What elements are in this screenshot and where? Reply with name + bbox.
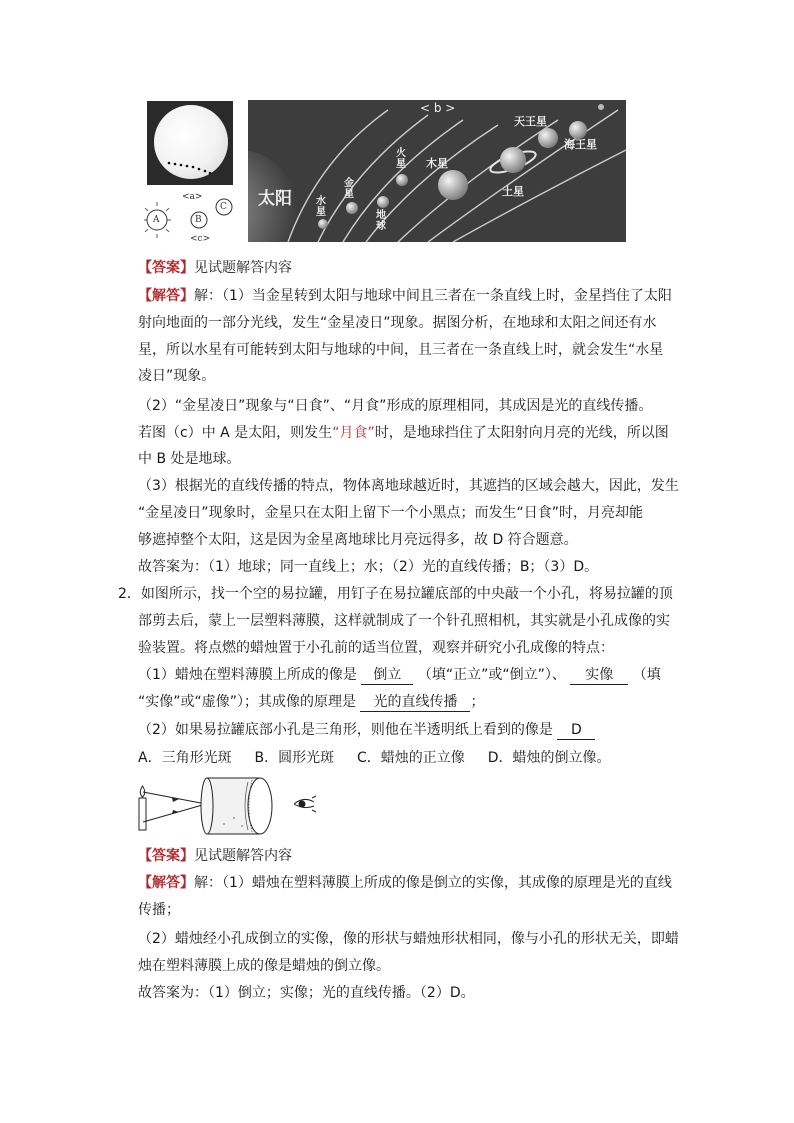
eclipse-diagram: [144, 190, 240, 246]
blank-orientation: 倒立: [361, 667, 413, 685]
q2-p1-text-c: （填: [632, 667, 661, 683]
panel-b-label: < b >: [420, 101, 456, 115]
option-d: D．蜡烛的倒立像。: [487, 750, 611, 766]
q1-solution-tag: 【解答】: [138, 288, 194, 304]
q2-answer-text: 见试题解答内容: [194, 848, 292, 864]
pinhole-camera-drawing: [134, 774, 324, 840]
label-c: C: [220, 202, 227, 212]
q2-sol-line-2: 传播；: [138, 902, 180, 918]
q2-answer-tag: 【答案】: [138, 848, 194, 864]
q2-solution-tag: 【解答】: [138, 875, 194, 891]
option-b: B．圆形光斑: [254, 750, 335, 766]
mars-label: 火星: [396, 148, 406, 170]
q2-stem-line-2: 部剪去后，蒙上一层塑料薄膜，这样就制成了一个针孔照相机，其实就是小孔成像的实: [138, 613, 670, 629]
plastic-film: [248, 778, 272, 834]
q2-sol-line-4: 烛在塑料薄膜上成的像是蜡烛的倒立像。: [138, 958, 390, 974]
neptune-label: 海王星: [564, 138, 597, 151]
q1-sol-line-6: [138, 423, 669, 443]
venus-label: 金星: [344, 178, 354, 200]
candle-icon: [139, 798, 146, 830]
q1-sol-line-6-red: “月食”: [332, 425, 375, 441]
blank-answer-d: D: [557, 722, 595, 740]
q1-solution-line-1: [138, 286, 672, 306]
eye-icon: [294, 796, 316, 812]
q1-answer-text: 见试题解答内容: [194, 260, 292, 276]
option-a: A．三角形光斑: [138, 750, 232, 766]
q1-sol-line-4: 凌日”现象。: [138, 368, 216, 384]
q1-sol-line-5: （2）“金星凌日”现象与“日食”、“月食”形成的原理相同，其成因是光的直线传播。: [138, 398, 653, 414]
q2-part1-line-2: [138, 692, 484, 712]
q1-sol-line-10: 够遮掉整个太阳，这是因为金星离地球比月亮远得多，故 D 符合题意。: [138, 532, 578, 548]
q2-solution-line-1: [138, 873, 672, 893]
sun-label: 太阳: [258, 189, 292, 209]
q1-sol-line-6-pre: 若图（c）中 A 是太阳，则发生: [138, 425, 333, 441]
q1-sol-line-7: 中 B 处是地球。: [138, 451, 241, 467]
label-a: A: [153, 215, 160, 225]
q2-options: [138, 748, 610, 768]
q2-part1-line-1: [138, 665, 661, 685]
q2-part2-line: [138, 720, 595, 740]
q2-p1-text-e: ；: [470, 694, 485, 710]
q2-number: 2．: [118, 586, 141, 602]
option-c: C．蜡烛的正立像: [357, 750, 465, 766]
can-bottom: [201, 778, 213, 834]
jupiter-label: 木星: [426, 157, 448, 170]
q2-sol-line-3: （2）蜡烛经小孔成倒立的实像，像的形状与蜡烛形状相同，像与小孔的形状无关，即蜡: [138, 931, 679, 947]
mercury-label: 水星: [316, 196, 326, 218]
q2-p1-text-b: （填“正立”或“倒立”）、: [417, 667, 566, 683]
transit-path: [147, 101, 233, 185]
solar-system-image: [248, 100, 626, 242]
flame-icon: [140, 786, 145, 797]
blank-principle: 光的直线传播: [360, 694, 470, 712]
q1-sol-line-9: “金星凌日”现象时，金星只在太阳上留下一个小黑点；而发生“日食”时，月亮却能: [138, 505, 644, 521]
q1-sol-text-1: 解：（1）当金星转到太阳与地球中间且三者在一条直线上时，金星挡住了太阳: [194, 288, 672, 304]
q1-answer-tag: 【答案】: [138, 260, 194, 276]
solar-system-drawing: [248, 100, 626, 242]
q2-p2-text: （2）如果易拉罐底部小孔是三角形，则他在半透明纸上看到的像是: [138, 722, 553, 738]
label-b: B: [195, 215, 202, 225]
q2-p1-text-a: （1）蜡烛在塑料薄膜上所成的像是: [138, 667, 357, 683]
q2-final-answer: 故答案为：（1）倒立；实像；光的直线传播。（2）D。: [138, 985, 475, 1001]
q2-answer-line: [138, 846, 292, 866]
q1-sol-line-2: 射向地面的一部分光线，发生“金星凌日”现象。据图分析，在地球和太阳之间还有水: [138, 315, 657, 331]
earth-label: 地球: [376, 210, 386, 232]
q2-sol-text-1: 解：（1）蜡烛在塑料薄膜上所成的像是倒立的实像，其成像的原理是光的直线: [194, 875, 672, 891]
blank-image-type: 实像: [570, 667, 628, 685]
saturn-label: 土星: [502, 185, 524, 198]
q2-stem-line-3: 验装置。将点燃的蜡烛置于小孔前的适当位置，观察并研究小孔成像的特点：: [138, 640, 614, 656]
q1-final-answer: 故答案为：（1）地球；同一直线上；水；（2）光的直线传播；B；（3）D。: [138, 559, 599, 575]
q2-stem-text-1: 如图所示，找一个空的易拉罐，用钉子在易拉罐底部的中央敲一个小孔，将易拉罐的顶: [140, 586, 673, 602]
pinhole-camera-figure: [134, 774, 324, 840]
q1-sol-line-6-post: 时，是地球挡住了太阳射向月亮的光线，所以图: [374, 425, 669, 441]
panel-c-label: <c>: [190, 234, 211, 244]
q2-stem-line-1: [118, 584, 673, 604]
q2-p1-text-d: “实像”或“虚像”）；其成像的原理是: [138, 694, 357, 710]
sun-transit-photo: [147, 101, 233, 185]
q1-answer-line: [138, 258, 292, 278]
panel-a-label: <a>: [182, 192, 203, 202]
q1-sol-line-3: 星，所以水星有可能转到太阳与地球的中间，且三者在一条直线上时，就会发生“水星: [138, 342, 664, 358]
uranus-label: 天王星: [514, 115, 547, 128]
q1-sol-line-8: （3）根据光的直线传播的特点，物体离地球越近时，其遮挡的区域会越大，因此，发生: [138, 478, 679, 494]
